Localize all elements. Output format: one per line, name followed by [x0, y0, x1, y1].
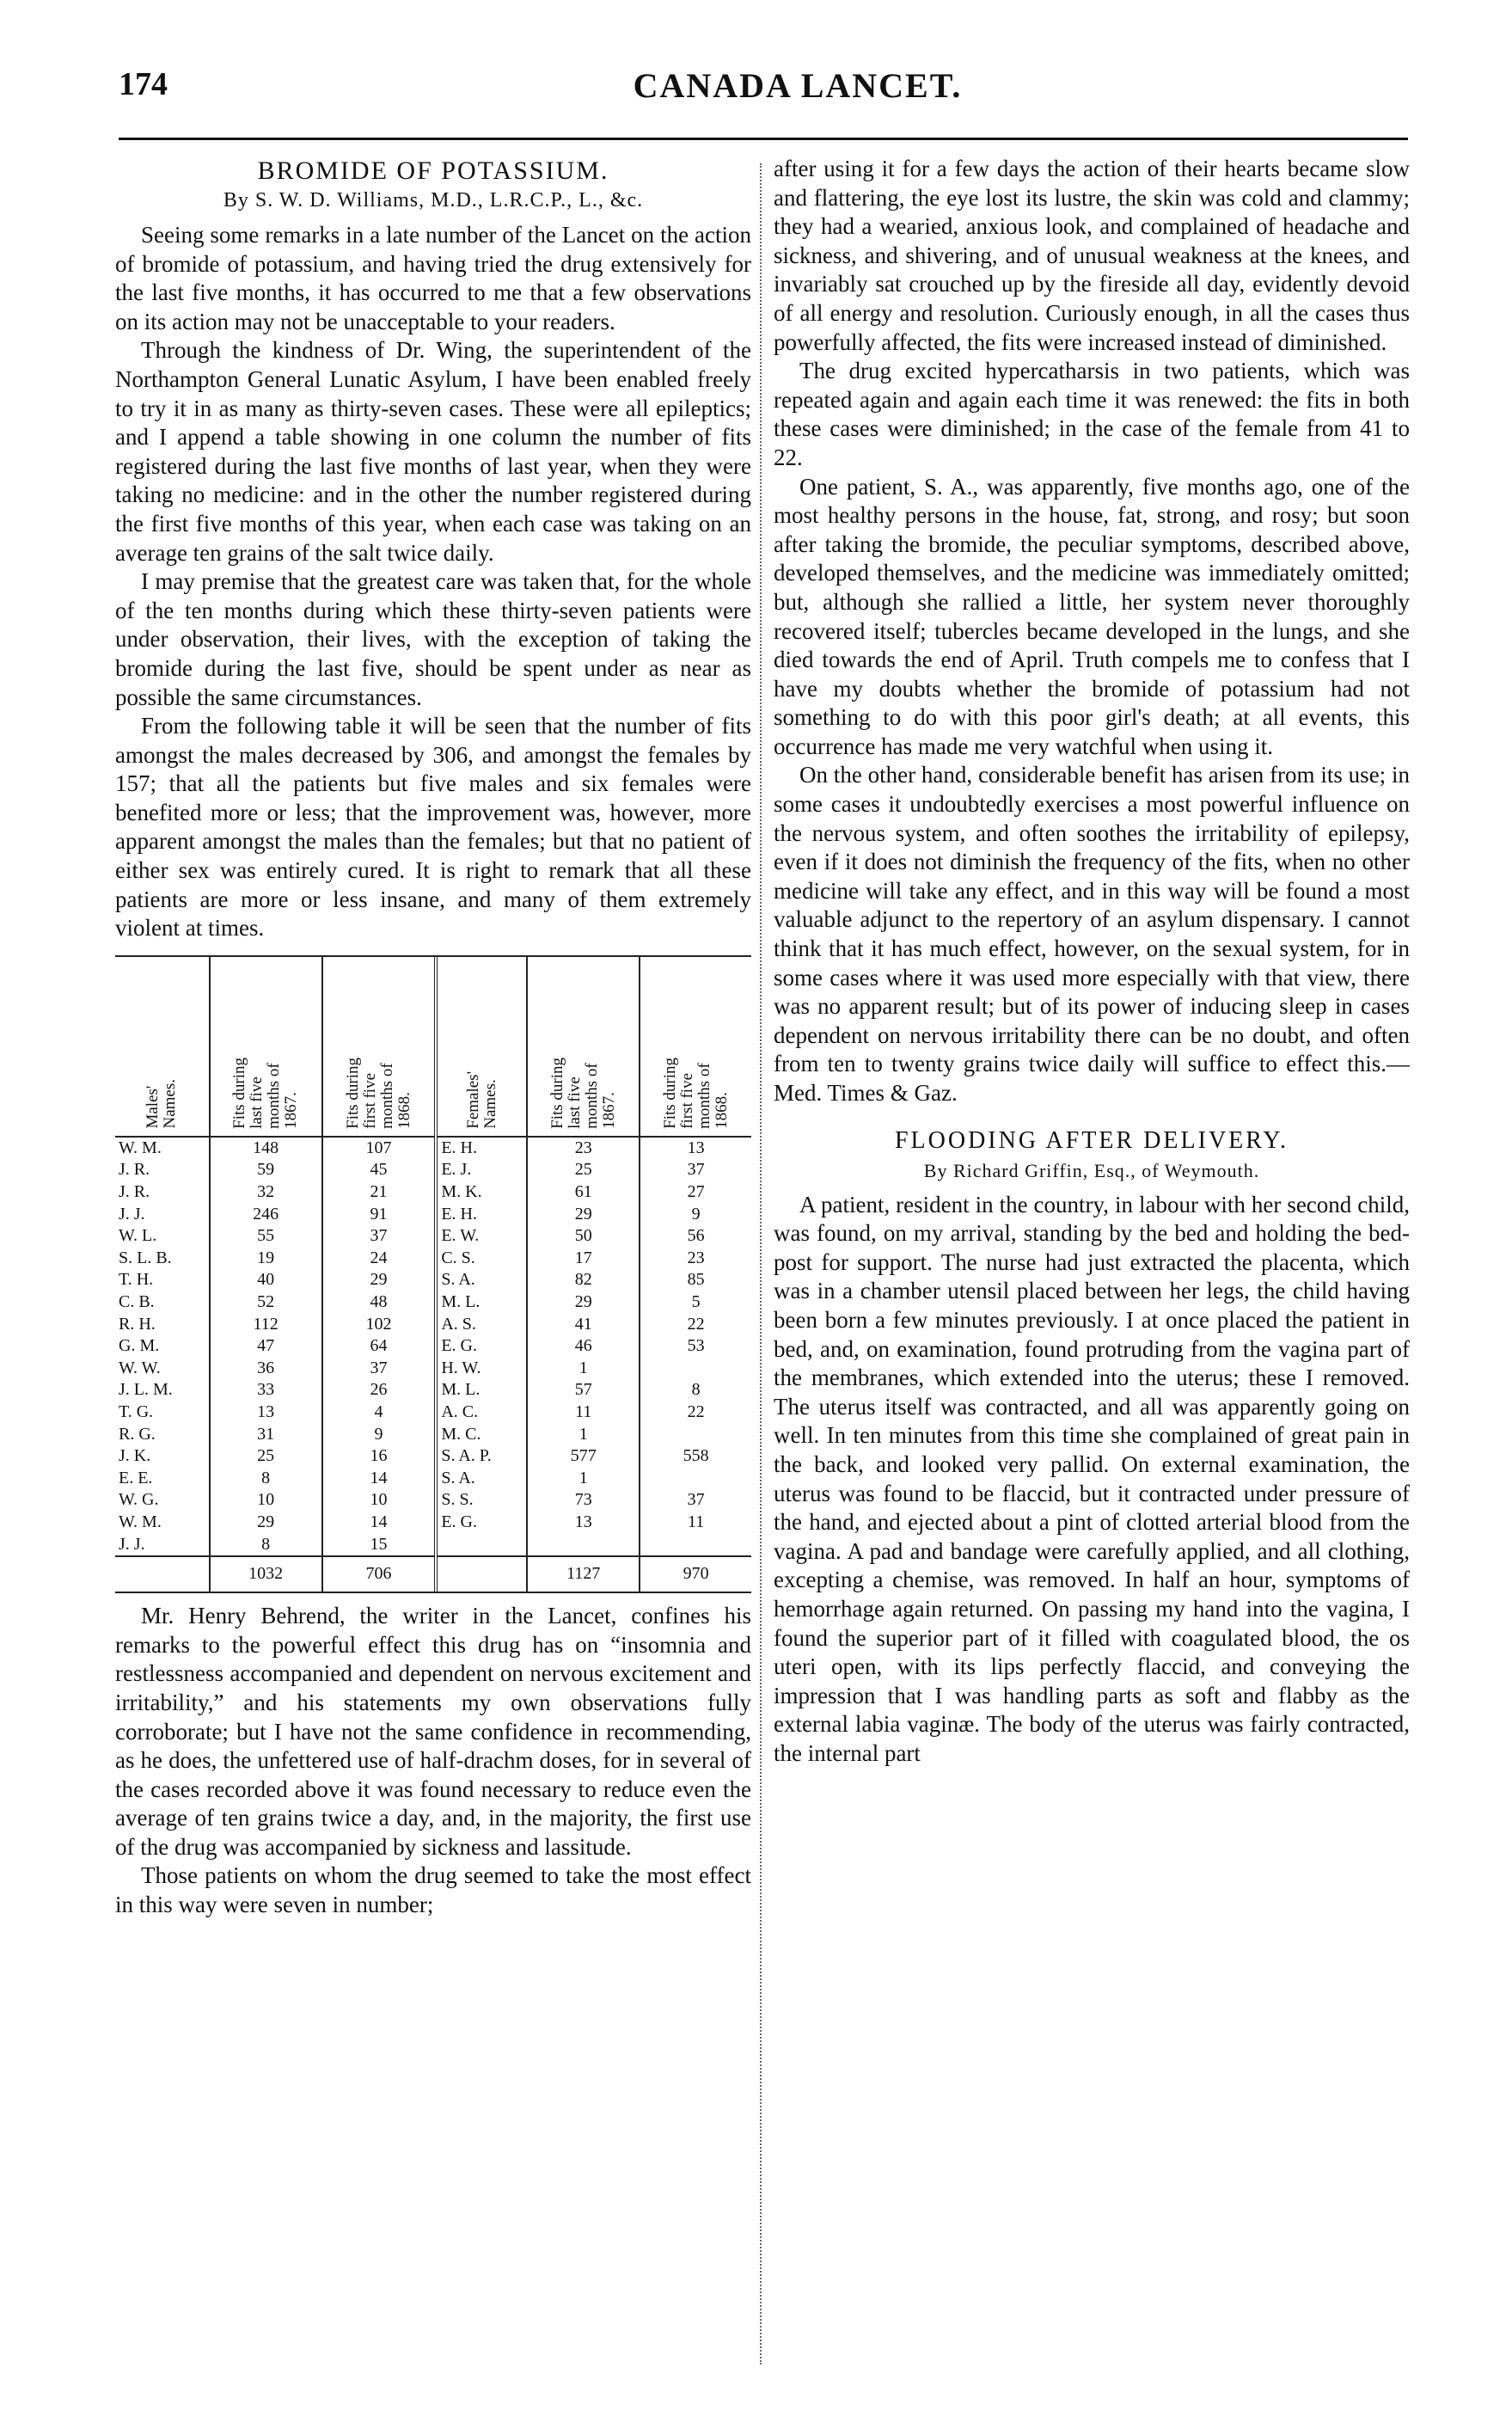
- paragraph: One patient, S. A., was apparently, five months ago, one of the most healthy persons in the house, fat, strong, and rosy; but soon after taking the bromide, the peculiar symptoms, described above, developed themselves, and the medicine was immediately omitted; but, although she rallied a little, her system never thoroughly recovered itself; tubercles became developed in the lungs, and she died towards the end of April. Truth compels me to confess that I have my doubts whether the bromide of potassium had not something to do with this poor girl's death; at all events, this occurrence has made me very watchful when using it.: [774, 473, 1410, 759]
- table-cell: E. H.: [436, 1204, 527, 1226]
- page-header: [119, 62, 1408, 113]
- table-cell: 24: [322, 1248, 437, 1270]
- table-total-cell: 1127: [527, 1556, 640, 1592]
- table-cell: 11: [640, 1512, 751, 1534]
- table-row: [115, 1358, 751, 1380]
- table-row: [115, 1445, 751, 1468]
- paragraph: after using it for a few days the action of their hearts became slow and flattering, the eye lost its lustre, the skin was cold and clammy; they had a wearied, anxious look, and complained of headache and sickness, and shivering, and of unusual weakness at the knees, and invariably sat crouched up by the fireside all day, evidently devoid of all energy and resolution. Curiously enough, in all the cases thus powerfully affected, the fits were increased instead of diminished.: [774, 156, 1410, 355]
- table-cell: R. H.: [119, 1314, 156, 1334]
- table-cell: T. H.: [119, 1270, 154, 1290]
- table-cell: 9: [322, 1424, 437, 1446]
- table-cell: J. J.: [119, 1534, 145, 1554]
- table-cell: G. M.: [119, 1336, 160, 1356]
- table-cell: 40: [210, 1269, 322, 1291]
- table-cell: [436, 1534, 527, 1557]
- table-cell: 4: [322, 1402, 437, 1424]
- table-cell: 23: [640, 1248, 751, 1270]
- table-cell: 22: [640, 1314, 751, 1336]
- table-cell: 148: [210, 1137, 322, 1160]
- table-cell: 9: [640, 1204, 751, 1226]
- table-cell: E. J.: [436, 1159, 527, 1181]
- table-cell: J. R.: [119, 1182, 150, 1202]
- paragraph: Mr. Henry Behrend, the writer in the Lancet, confines his remarks to the powerful effect this drug has on “insomnia and restlessness accompanied and dependent on nervous excitement and irritability,” and his statements my own observations fully corroborate; but I have not the same confidence in recommending, as he does, the unfettered use of half-drachm doses, for in several of the cases recorded above it was found necessary to reduce even the average of ten grains twice a day, and, in the majority, the first use of the drug was accompanied by sickness and lassitude.: [115, 1603, 751, 1860]
- table-cell: H. W.: [436, 1358, 527, 1380]
- table-cell: 29: [527, 1204, 640, 1226]
- table-cell: E. H.: [436, 1137, 527, 1160]
- table-cell: [640, 1534, 751, 1557]
- table-cell: 13: [527, 1512, 640, 1534]
- table-cell: 33: [210, 1379, 322, 1402]
- table-cell: 5: [640, 1291, 751, 1314]
- table-cell: 82: [527, 1269, 640, 1291]
- table-cell: M. L.: [436, 1379, 527, 1402]
- table-cell: J. K.: [119, 1446, 151, 1466]
- fits-table-wrapper: [115, 955, 751, 1593]
- table-cell: A. S.: [436, 1314, 527, 1336]
- table-cell: W. W.: [119, 1358, 161, 1377]
- table-total-cell: 706: [322, 1556, 437, 1592]
- table-header: Fits during last five months of 1867.: [210, 957, 322, 1137]
- table-cell: 15: [322, 1534, 437, 1557]
- table-header: Fits during last five months of 1867.: [527, 957, 640, 1137]
- table-cell: 19: [210, 1248, 322, 1270]
- table-cell: 13: [640, 1137, 751, 1160]
- table-cell: W. L.: [119, 1226, 157, 1246]
- table-cell: 45: [322, 1159, 437, 1181]
- table-cell: 14: [322, 1512, 437, 1534]
- table-cell: 61: [527, 1181, 640, 1204]
- paragraph: From the following table it will be seen that the number of fits amongst the males decreased by 306, and amongst the females by 157; that all the patients but five males and six females were benefited more or less; that the improvement was, however, more apparent amongst the males than the females; but that no patient of either sex was entirely cured. It is right to remark that all these patients are more or less insane, and many of them extremely violent at times.: [115, 713, 751, 941]
- table-cell: 23: [527, 1137, 640, 1160]
- table-total-cell: [115, 1556, 210, 1592]
- table-cell: 26: [322, 1379, 437, 1402]
- table-header-row: [115, 957, 751, 1137]
- table-row: [115, 1424, 751, 1446]
- table-cell: 1: [527, 1358, 640, 1380]
- article-title: BROMIDE OF POTASSIUM.: [257, 156, 609, 185]
- table-cell: 52: [210, 1291, 322, 1314]
- table-cell: [640, 1424, 751, 1446]
- table-cell: 577: [527, 1445, 640, 1468]
- table-total-cell: 1032: [210, 1556, 322, 1592]
- table-row: [115, 1181, 751, 1204]
- table-row: [115, 1248, 751, 1270]
- page-number: 174: [119, 66, 168, 102]
- table-cell: 36: [210, 1358, 322, 1380]
- table-cell: J. R.: [119, 1160, 150, 1180]
- article-byline: By S. W. D. Williams, M.D., L.R.C.P., L., &c.: [223, 189, 644, 212]
- table-cell: 59: [210, 1159, 322, 1181]
- table-row: [115, 1534, 751, 1557]
- table-total-cell: 970: [640, 1556, 751, 1592]
- paragraph: Those patients on whom the drug seemed to take the most effect in this way were seven in number;: [115, 1862, 751, 1918]
- table-cell: M. K.: [436, 1181, 527, 1204]
- table-cell: [640, 1468, 751, 1490]
- table-cell: 53: [640, 1335, 751, 1358]
- table-row: [115, 1379, 751, 1402]
- table-cell: 73: [527, 1489, 640, 1512]
- table-cell: 57: [527, 1379, 640, 1402]
- paragraph: On the other hand, considerable benefit has arisen from its use; in some cases it undoubtedly exercises a most powerful influence on the nervous system, and often soothes the irritability of epilepsy, even if it does not diminish the frequency of the fits, when no other medicine will take any effect, and in this way will be found a most valuable adjunct to the repertory of an asylum dispensary. I cannot think that it has much effect, however, on the sexual system, for in some cases where it was used more especially with that view, there was no apparent result; but of its power of inducing sleep in cases dependent on nervous irritability there can be no doubt, and often from ten to twenty grains twice daily will suffice to effect this.—Med. Times & Gaz.: [774, 762, 1410, 1106]
- table-cell: 29: [210, 1512, 322, 1534]
- table-cell: S. A.: [436, 1269, 527, 1291]
- table-cell: S. A.: [436, 1468, 527, 1490]
- table-cell: E. E.: [119, 1468, 153, 1487]
- table-cell: 25: [210, 1445, 322, 1468]
- table-cell: 27: [640, 1181, 751, 1204]
- table-cell: 112: [210, 1314, 322, 1336]
- table-cell: S. S.: [436, 1489, 527, 1512]
- table-cell: S. L. B.: [119, 1248, 172, 1267]
- table-cell: 64: [322, 1335, 437, 1358]
- table-total-cell: [436, 1556, 527, 1592]
- table-cell: 8: [210, 1534, 322, 1557]
- table-cell: 37: [640, 1159, 751, 1181]
- table-row: [115, 1137, 751, 1160]
- table-row: [115, 1402, 751, 1424]
- paragraph: I may premise that the greatest care was taken that, for the whole of the ten months during which these thirty-seven patients were under observation, their lives, with the exception of taking the bromide during the last five, should be spent under as near as possible the same circumstances.: [115, 568, 751, 710]
- table-row: [115, 1335, 751, 1358]
- table-cell: W. M.: [119, 1512, 162, 1531]
- table-cell: 21: [322, 1181, 437, 1204]
- table-cell: 29: [322, 1269, 437, 1291]
- table-cell: 17: [527, 1248, 640, 1270]
- table-cell: 1: [527, 1468, 640, 1490]
- fits-table: [115, 957, 751, 1592]
- table-cell: 1: [527, 1424, 640, 1446]
- table-cell: A. C.: [436, 1402, 527, 1424]
- table-row: [115, 1204, 751, 1226]
- table-cell: 25: [527, 1159, 640, 1181]
- table-cell: 8: [210, 1468, 322, 1490]
- table-cell: 10: [322, 1489, 437, 1512]
- table-cell: 91: [322, 1204, 437, 1226]
- table-cell: C. S.: [436, 1248, 527, 1270]
- table-cell: 32: [210, 1181, 322, 1204]
- table-cell: E. G.: [436, 1335, 527, 1358]
- table-row: [115, 1468, 751, 1490]
- table-cell: T. G.: [119, 1402, 154, 1421]
- table-row: [115, 1269, 751, 1291]
- table-cell: J. L. M.: [119, 1380, 173, 1400]
- table-cell: M. C.: [436, 1424, 527, 1446]
- table-cell: 46: [527, 1335, 640, 1358]
- table-cell: 55: [210, 1225, 322, 1248]
- table-cell: 56: [640, 1225, 751, 1248]
- table-body: [115, 1137, 751, 1592]
- table-cell: 50: [527, 1225, 640, 1248]
- table-cell: 102: [322, 1314, 437, 1336]
- table-cell: C. B.: [119, 1292, 155, 1311]
- table-cell: E. W.: [436, 1225, 527, 1248]
- table-totals-row: [115, 1556, 751, 1592]
- paragraph: The drug excited hypercatharsis in two patients, which was repeated again and again each time it was renewed: the fits in both these cases were diminished; in the case of the female from 41 to 22.: [774, 358, 1410, 470]
- table-cell: 47: [210, 1335, 322, 1358]
- table-cell: 41: [527, 1314, 640, 1336]
- right-column: [774, 155, 1410, 1768]
- column-divider: [760, 163, 762, 2364]
- table-cell: [640, 1358, 751, 1380]
- header-rule: [119, 138, 1408, 140]
- table-cell: [527, 1534, 640, 1557]
- paragraph: A patient, resident in the country, in labour with her second child, was found, on my arrival, standing by the bed and holding the bed-post for support. The nurse had just extracted the placenta, which was in a chamber utensil placed between her legs, the child having been born a few minutes previously. I at once placed the patient in bed, and, on examination, found protruding from the vagina part of the membranes, which extended into the uterus; these I removed. The uterus itself was contracted, and all was apparently going on well. In ten minutes from this time she complained of great pain in the back, and looked very pallid. On external examination, the uterus was found to be flaccid, but it contracted under pressure of the hand, and ejected about a pint of clotted arterial blood from the vagina. A pad and bandage were carefully applied, and all clothing, excepting a chemise, was removed. In half an hour, symptoms of hemorrhage again returned. On passing my hand into the vagina, I found the superior part of it filled with coagulated blood, the os uteri open, with its lips perfectly flaccid, and conveying the impression that I was handling parts as soft and flabby as the external labia vaginæ. The body of the uterus was fairly contracted, the internal part: [774, 1191, 1410, 1766]
- table-cell: 37: [322, 1225, 437, 1248]
- table-cell: 10: [210, 1489, 322, 1512]
- table-cell: M. L.: [436, 1291, 527, 1314]
- table-header: Males' Names.: [115, 957, 210, 1137]
- table-cell: 31: [210, 1424, 322, 1446]
- table-cell: J. J.: [119, 1204, 145, 1224]
- table-cell: R. G.: [119, 1424, 156, 1444]
- table-cell: 14: [322, 1468, 437, 1490]
- table-cell: 22: [640, 1402, 751, 1424]
- table-cell: W. G.: [119, 1490, 159, 1510]
- paragraph: Through the kindness of Dr. Wing, the superintendent of the Northampton General Lunatic Asylum, I have been enabled freely to try it in as many as thirty-seven cases. These were all epileptics; and I append a table showing in one column the number of fits registered during the last five months of last year, when they were taking no medicine: and in the other the number registered during the first five months of this year, when each case was taking on an average ten grains of the salt twice daily.: [115, 337, 751, 566]
- table-cell: 8: [640, 1379, 751, 1402]
- table-row: [115, 1225, 751, 1248]
- table-cell: S. A. P.: [436, 1445, 527, 1468]
- table-cell: 16: [322, 1445, 437, 1468]
- table-cell: 29: [527, 1291, 640, 1314]
- table-cell: 107: [322, 1137, 437, 1160]
- left-column: [115, 155, 751, 1920]
- table-cell: 558: [640, 1445, 751, 1468]
- table-cell: 37: [322, 1358, 437, 1380]
- article-title: FLOODING AFTER DELIVERY.: [894, 1126, 1289, 1154]
- table-cell: 37: [640, 1489, 751, 1512]
- table-row: [115, 1512, 751, 1534]
- table-cell: 48: [322, 1291, 437, 1314]
- table-row: [115, 1314, 751, 1336]
- table-cell: 13: [210, 1402, 322, 1424]
- table-cell: 11: [527, 1402, 640, 1424]
- table-header: Females' Names.: [436, 957, 527, 1137]
- table-cell: 85: [640, 1269, 751, 1291]
- table-row: [115, 1291, 751, 1314]
- table-header: Fits during first five months of 1868.: [322, 957, 437, 1137]
- paragraph: Seeing some remarks in a late number of the Lancet on the action of bromide of potassium, and having tried the drug extensively for the last five months, it has occurred to me that a few observations on its action may not be unacceptable to your readers.: [115, 222, 751, 334]
- table-cell: 246: [210, 1204, 322, 1226]
- table-row: [115, 1159, 751, 1181]
- table-cell: W. M.: [119, 1138, 162, 1157]
- table-row: [115, 1489, 751, 1512]
- table-cell: E. G.: [436, 1512, 527, 1534]
- article-byline: By Richard Griffin, Esq., of Weymouth.: [923, 1159, 1260, 1181]
- running-head: CANADA LANCET.: [633, 66, 963, 105]
- table-header: Fits during first five months of 1868.: [640, 957, 751, 1137]
